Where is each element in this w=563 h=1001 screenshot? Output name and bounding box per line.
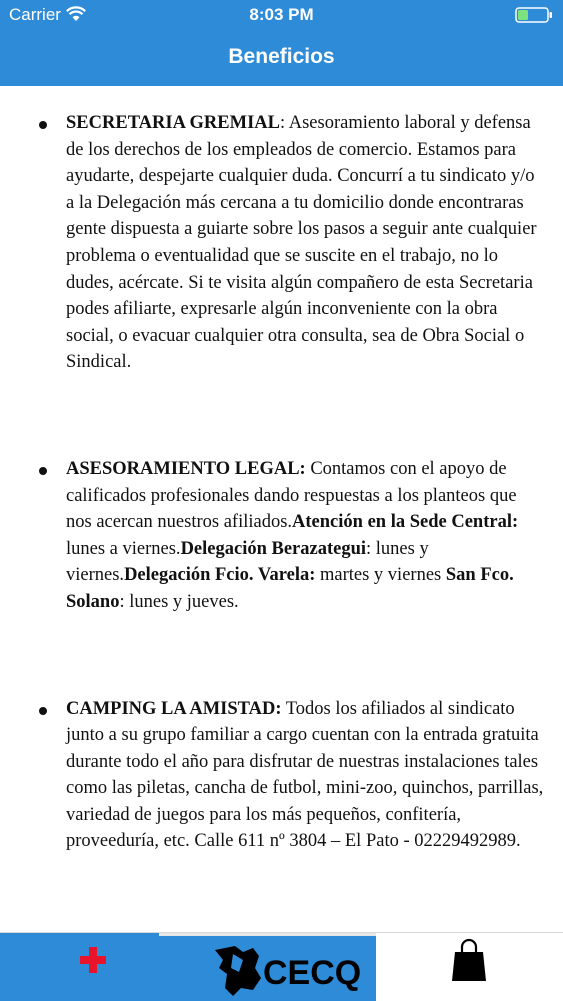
item-body: Todos los afiliados al sindicato junto a su grupo familiar a cargo cuentan con la entrada gratuita durante todo el año para disfrutar de nuestras instalaciones tales como las piletas, cancha de futbol, mini-zoo, quinchos, parrillas, variedad de juegos para los más pequeños, confitería, proveeduría, etc. Calle 611 nº 3804 – El Pato - 02229492989. [66,698,544,852]
status-bar [0,0,563,30]
item-title: ASESORAMIENTO LEGAL: [66,458,306,479]
sede-label: Atención en la Sede Central: [292,512,519,533]
logo-text: CECQ [263,954,362,992]
carrier-label: Carrier [9,5,61,24]
status-time: 8:03 PM [249,5,314,24]
varela-label: Delegación Fcio. Varela: [124,565,316,586]
battery-icon [515,7,553,23]
cecq-logo[interactable] [213,938,383,998]
sede-text: lunes a viernes. [66,538,181,559]
berazategui-label: Delegación Berazategui [180,538,367,559]
item-body: : Asesoramiento laboral y defensa de los derechos de los empleados de comercio. Estamos para ayudarte, despejarte cualquier duda. Concurrí a tu sindicato y/o a la Delegación más cercana a tu domicilio donde encontraras gente dispuesta a guiarte sobre los pasos a seguir ante cualquier problema o eventualidad que se suscite en el trabajo, no lo dudes, acércate. Si te visita algún compañero de esta Secretaria podes afiliarte, expresarle algún inconveniente con la obra social, o evacuar cualquier otra consulta, sea de Obra Social o Sindical. [66,113,537,373]
medical-cross-icon [80,947,106,973]
solano-label: San Fco. Solano [66,565,514,612]
berazategui-text: : lunes y viernes. [66,538,429,586]
list-item-secretaria-gremial [66,110,544,376]
tab-shop[interactable] [376,933,563,1001]
tab-health[interactable] [0,933,159,1001]
solano-text: : lunes y jueves. [119,591,239,612]
list-item-asesoramiento-legal [66,456,544,616]
tab-bar [0,932,563,1001]
tab-selection-indicator [159,933,376,936]
item-title: SECRETARIA GREMIAL [66,113,280,133]
varela-text: martes y viernes [315,565,446,586]
shopping-bag-icon [451,938,487,982]
nav-header [0,0,563,86]
item-title: CAMPING LA AMISTAD: [66,698,282,719]
benefits-list [0,110,563,855]
benefits-content [0,86,563,932]
page-title: Beneficios [228,45,335,68]
list-item-camping-la-amistad [66,696,544,856]
item-body: Contamos con el apoyo de calificados profesionales dando respuestas a los planteos que nos acercan nuestros afiliados. [66,458,517,533]
